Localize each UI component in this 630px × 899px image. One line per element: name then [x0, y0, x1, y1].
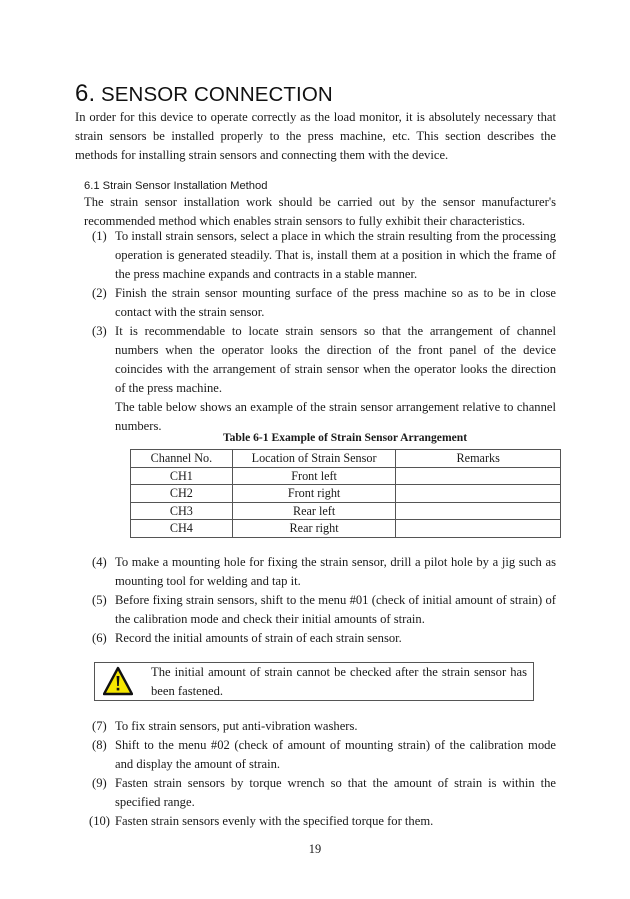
- table-cell: CH4: [131, 520, 233, 538]
- subsection-lead: The strain sensor installation work should be carried out by the sensor manufacturer's recommended method which enables strain sensors to fully exhibit their characteristics.: [84, 195, 556, 228]
- warning-box: [94, 662, 534, 701]
- list-marker: (4): [92, 555, 107, 569]
- table-caption: Table 6-1 Example of Strain Sensor Arrangement: [222, 431, 468, 444]
- list-item: [92, 717, 556, 736]
- list-marker: (6): [92, 631, 107, 645]
- steps-list-3: [89, 717, 556, 831]
- list-item: [92, 284, 556, 322]
- sensor-arrangement-table: [130, 449, 561, 538]
- warning-triangle-icon: [103, 666, 133, 696]
- list-marker: (7): [92, 719, 107, 733]
- table-row: [131, 502, 561, 520]
- list-item-text: To fix strain sensors, put anti-vibration washers.: [115, 719, 358, 733]
- table-cell: CH3: [131, 502, 233, 520]
- list-item: [92, 227, 556, 284]
- table-header-row: [131, 450, 561, 468]
- table-header-cell: Channel No.: [131, 450, 233, 468]
- table-header-cell: Remarks: [396, 450, 561, 468]
- table-cell: Rear right: [232, 520, 396, 538]
- list-marker: (1): [92, 229, 107, 243]
- table-cell: Front left: [232, 467, 396, 485]
- table-cell: [396, 502, 561, 520]
- table-cell: CH2: [131, 485, 233, 503]
- list-item-text: Fasten strain sensors evenly with the specified torque for them.: [115, 814, 434, 828]
- section-number: 6.: [75, 80, 96, 107]
- table-header-cell: Location of Strain Sensor: [232, 450, 396, 468]
- subsection-heading: 6.1 Strain Sensor Installation Method: [84, 180, 268, 192]
- list-marker: (2): [92, 286, 107, 300]
- warning-text: The initial amount of strain cannot be checked after the strain sensor has been fastened.: [151, 665, 527, 698]
- list-item: [92, 322, 556, 436]
- list-marker: (3): [92, 324, 107, 338]
- section-title: SENSOR CONNECTION: [101, 83, 333, 106]
- steps-list-2: [92, 553, 556, 648]
- page-number: 19: [308, 842, 322, 856]
- list-item: [92, 629, 556, 648]
- list-item-text: Finish the strain sensor mounting surface of the press machine so as to be in close contact with the strain sensor.: [115, 286, 556, 319]
- table-cell: CH1: [131, 467, 233, 485]
- list-item: [92, 591, 556, 629]
- section-intro: In order for this device to operate correctly as the load monitor, it is absolutely necessary that strain sensors be installed properly to the press machine, etc. This section describes the methods for installing strain sensors and connecting them with the device.: [75, 110, 556, 162]
- list-item-text: Before fixing strain sensors, shift to the menu #01 (check of initial amount of strain) of the calibration mode and check their initial amounts of strain.: [115, 593, 556, 626]
- list-item-text: Fasten strain sensors by torque wrench so that the amount of strain is within the specified range.: [115, 776, 556, 809]
- table-row: [131, 467, 561, 485]
- list-marker: (8): [92, 738, 107, 752]
- list-item: [89, 812, 556, 831]
- list-item: [92, 553, 556, 591]
- list-item: [92, 736, 556, 774]
- list-marker: (9): [92, 776, 107, 790]
- section-heading: [75, 80, 333, 108]
- list-item-text: Shift to the menu #02 (check of amount of mounting strain) of the calibration mode and display the amount of strain.: [115, 738, 556, 771]
- list-item-text: To install strain sensors, select a place in which the strain resulting from the processing operation is generated steadily. That is, install them at a position in which the frame of the press machine expands and contracts in a stable manner.: [115, 229, 556, 281]
- list-marker: (5): [92, 593, 107, 607]
- list-item: [92, 774, 556, 812]
- list-item-text: It is recommendable to locate strain sensors so that the arrangement of channel numbers when the operator looks the direction of the front panel of the device coincides with the arrangement of strain sensor when the operator looks the direction of the press machine.: [115, 324, 556, 395]
- steps-list-1: [92, 227, 556, 436]
- list-item-text: Record the initial amounts of strain of each strain sensor.: [115, 631, 402, 645]
- list-marker: (10): [89, 814, 110, 828]
- list-item-text: To make a mounting hole for fixing the strain sensor, drill a pilot hole by a jig such as mounting tool for welding and tap it.: [115, 555, 556, 588]
- table-cell: [396, 467, 561, 485]
- table-cell: Front right: [232, 485, 396, 503]
- table-cell: Rear left: [232, 502, 396, 520]
- table-cell: [396, 485, 561, 503]
- table-cell: [396, 520, 561, 538]
- table-row: [131, 520, 561, 538]
- table-row: [131, 485, 561, 503]
- list-item-note: The table below shows an example of the strain sensor arrangement relative to channel numbers.: [115, 400, 556, 433]
